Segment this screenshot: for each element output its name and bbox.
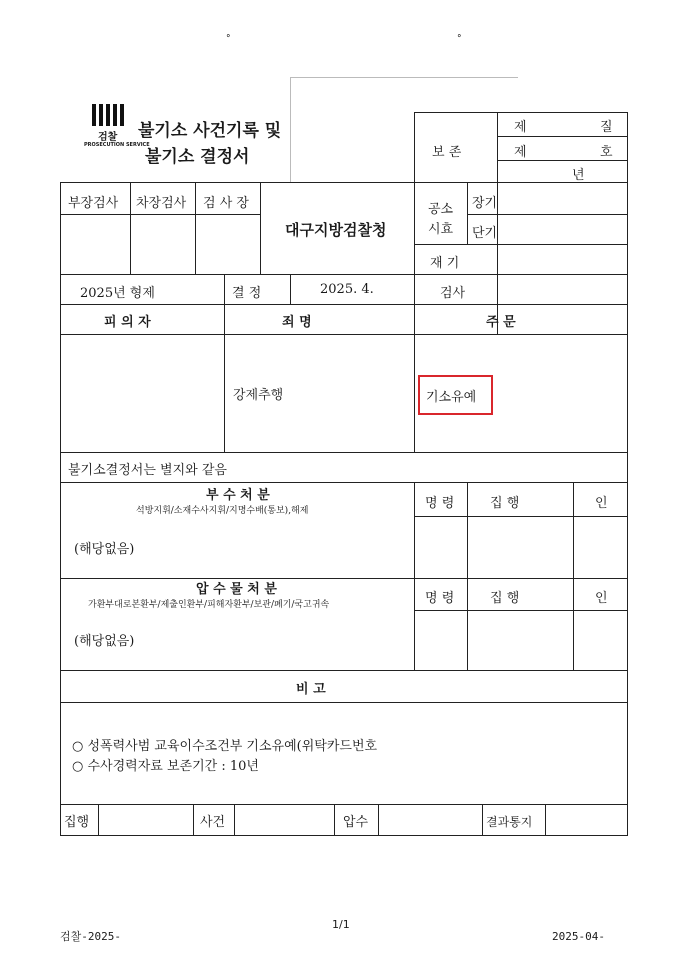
seized-desc: 가환부대로본환부/제출인환부/피해자환부/보관/폐기/국고귀속 bbox=[88, 600, 330, 610]
sub-title: 부 수 처 분 bbox=[206, 488, 270, 503]
role-head: 검 사 장 bbox=[203, 196, 249, 211]
office-name: 대구지방검찰청 bbox=[285, 221, 387, 239]
limit-re: 재 기 bbox=[430, 256, 460, 271]
case-no: 2025년 형제 bbox=[80, 286, 155, 301]
preserve-r2a: 제 bbox=[514, 145, 527, 160]
doc-title-line1: 불기소 사건기록 및 bbox=[138, 121, 282, 141]
col-suspect: 피 의 자 bbox=[104, 315, 151, 330]
col-charge: 죄 명 bbox=[282, 315, 312, 330]
logo-text: 검찰 bbox=[98, 132, 118, 143]
seized-exec-label: 집 행 bbox=[490, 591, 520, 606]
col-order: 주 문 bbox=[486, 315, 516, 330]
seized-cmd-label: 명 령 bbox=[425, 591, 455, 606]
remark-line-1: ○ 성폭력사범 교육이수조건부 기소유예(위탁카드번호 bbox=[72, 739, 378, 754]
limit-label-2: 시효 bbox=[428, 222, 454, 237]
prosecution-logo-icon bbox=[92, 104, 124, 126]
faint-page-edge-v bbox=[290, 77, 291, 182]
bottom-result: 결과통지 bbox=[486, 815, 533, 829]
preserve-r1b: 질 bbox=[600, 120, 613, 135]
faint-page-edge bbox=[290, 77, 518, 78]
scan-mark-left: ° bbox=[226, 34, 231, 44]
role-chief: 부장검사 bbox=[68, 196, 119, 211]
preserve-label: 보 존 bbox=[432, 145, 462, 160]
logo-subtext: PROSECUTION SERVICE bbox=[84, 142, 150, 148]
role-deputy: 차장검사 bbox=[136, 196, 187, 211]
sub-exec-label: 집 행 bbox=[490, 496, 520, 511]
bottom-seize: 압수 bbox=[343, 815, 369, 830]
preserve-r2b: 호 bbox=[600, 145, 613, 160]
decision-label: 결 정 bbox=[232, 286, 262, 301]
sub-cmd-label: 명 령 bbox=[425, 496, 455, 511]
remark-line-2: ○ 수사경력자료 보존기간 : 10년 bbox=[72, 759, 259, 774]
sub-seal-label: 인 bbox=[595, 496, 608, 511]
sub-value: (해당없음) bbox=[74, 542, 135, 557]
seized-value: (해당없음) bbox=[74, 634, 135, 649]
decision-date: 2025. 4. bbox=[320, 282, 374, 297]
preserve-r3: 년 bbox=[572, 168, 585, 183]
bottom-case: 사건 bbox=[200, 815, 226, 830]
order-highlight-box bbox=[418, 375, 493, 415]
note-line: 불기소결정서는 별지와 같음 bbox=[68, 463, 227, 478]
prosecutor-label: 검사 bbox=[440, 286, 466, 301]
seized-seal-label: 인 bbox=[595, 591, 608, 606]
doc-title-line2: 불기소 결정서 bbox=[145, 147, 250, 167]
scan-mark-right: ° bbox=[457, 34, 462, 44]
footer-page: 1/1 bbox=[332, 918, 350, 931]
charge-value: 강제추행 bbox=[233, 388, 284, 403]
bottom-exec: 집행 bbox=[64, 815, 90, 830]
order-value: 기소유예 bbox=[426, 390, 477, 405]
limit-long: 장기 bbox=[472, 196, 498, 211]
preserve-r1a: 제 bbox=[514, 120, 527, 135]
sub-desc: 석방지휘/소재수사지휘/지명수배(통보),해제 bbox=[136, 506, 309, 516]
limit-short: 단기 bbox=[472, 226, 498, 241]
footer-right: 2025-04- bbox=[552, 930, 605, 943]
limit-label-1: 공소 bbox=[428, 202, 454, 217]
footer-left: 검찰-2025- bbox=[60, 930, 121, 943]
seized-title: 압 수 물 처 분 bbox=[196, 582, 277, 597]
remarks-title: 비 고 bbox=[296, 682, 326, 697]
